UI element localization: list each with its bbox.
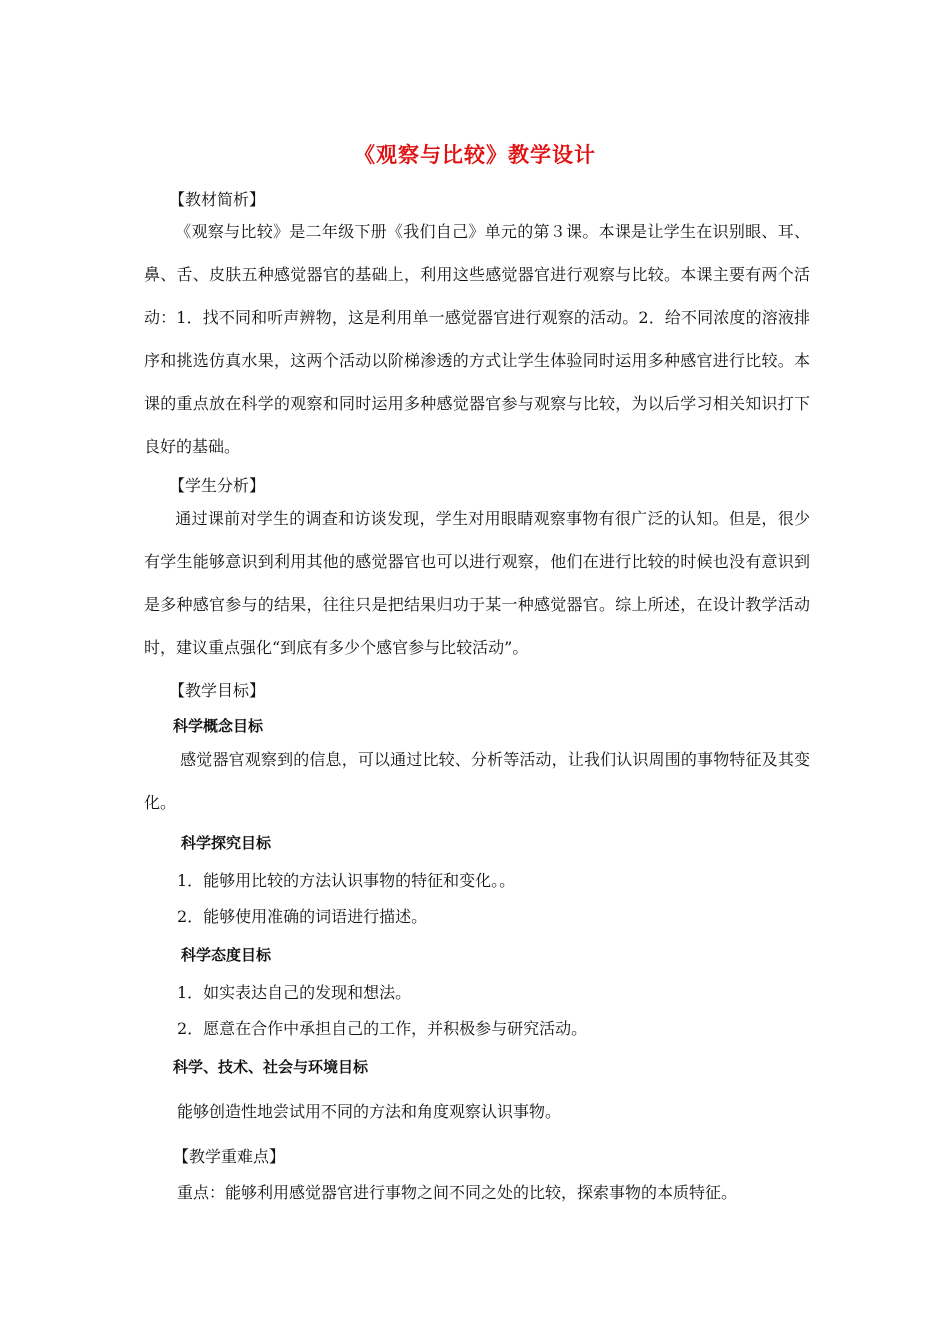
stse-goal-heading: 科学、技术、社会与环境目标 [173, 1058, 369, 1076]
textbook-analysis-text: 《观察与比较》是二年级下册《我们自己》单元的第３课。本课是让学生在识别眼、耳、鼻、舌、皮肤五种感觉器官的基础上，利用这些感觉器官进行观察与比较。本课主要有两个活动：1．找不同和听声辨物，这是利用单一感觉器官进行观察的活动。2．给不同浓度的溶液排序和挑选仿真水果，这两个活动以阶梯渗透的方式让学生体验同时运用多种感官进行比较。本课的重点放在科学的观察和同时运用多种感觉器官参与观察与比较，为以后学习相关知识打下良好的基础。 [144, 222, 810, 456]
textbook-analysis-paragraph [144, 210, 810, 468]
student-analysis-paragraph [144, 497, 810, 669]
student-analysis-text: 通过课前对学生的调查和访谈发现，学生对用眼睛观察事物有很广泛的认知。但是，很少有学生能够意识到利用其他的感觉器官也可以进行观察，他们在进行比较的时候也没有意识到是多种感官参与的结果，往往只是把结果归功于某一种感觉器官。综上所述，在设计教学活动时，建议重点强化“到底有多少个感官参与比较活动”。 [144, 509, 810, 657]
inquiry-goal-item: 2．能够使用准确的词语进行描述。 [177, 907, 428, 926]
inquiry-goal-item: 1．能够用比较的方法认识事物的特征和变化。。 [177, 871, 516, 890]
attitude-goal-item: 1．如实表达自己的发现和想法。 [177, 983, 412, 1002]
section-heading-key-points: 【教学重难点】 [173, 1147, 286, 1166]
section-heading-goals: 【教学目标】 [169, 681, 266, 700]
inquiry-goal-heading: 科学探究目标 [181, 834, 272, 852]
document-title: 《观察与比较》教学设计 [354, 143, 596, 167]
key-points-text: 重点：能够利用感觉器官进行事物之间不同之处的比较，探索事物的本质特征。 [177, 1183, 738, 1202]
section-heading-students: 【学生分析】 [169, 476, 266, 495]
section-heading-textbook: 【教材简析】 [169, 190, 266, 209]
stse-goal-text: 能够创造性地尝试用不同的方法和角度观察认识事物。 [177, 1102, 562, 1121]
concept-goal-text: 感觉器官观察到的信息，可以通过比较、分析等活动，让我们认识周围的事物特征及其变化。 [144, 750, 810, 812]
concept-goal-heading: 科学概念目标 [173, 717, 264, 735]
attitude-goal-heading: 科学态度目标 [181, 946, 272, 964]
attitude-goal-item: 2．愿意在合作中承担自己的工作，并积极参与研究活动。 [177, 1019, 588, 1038]
concept-goal-paragraph [144, 738, 810, 824]
